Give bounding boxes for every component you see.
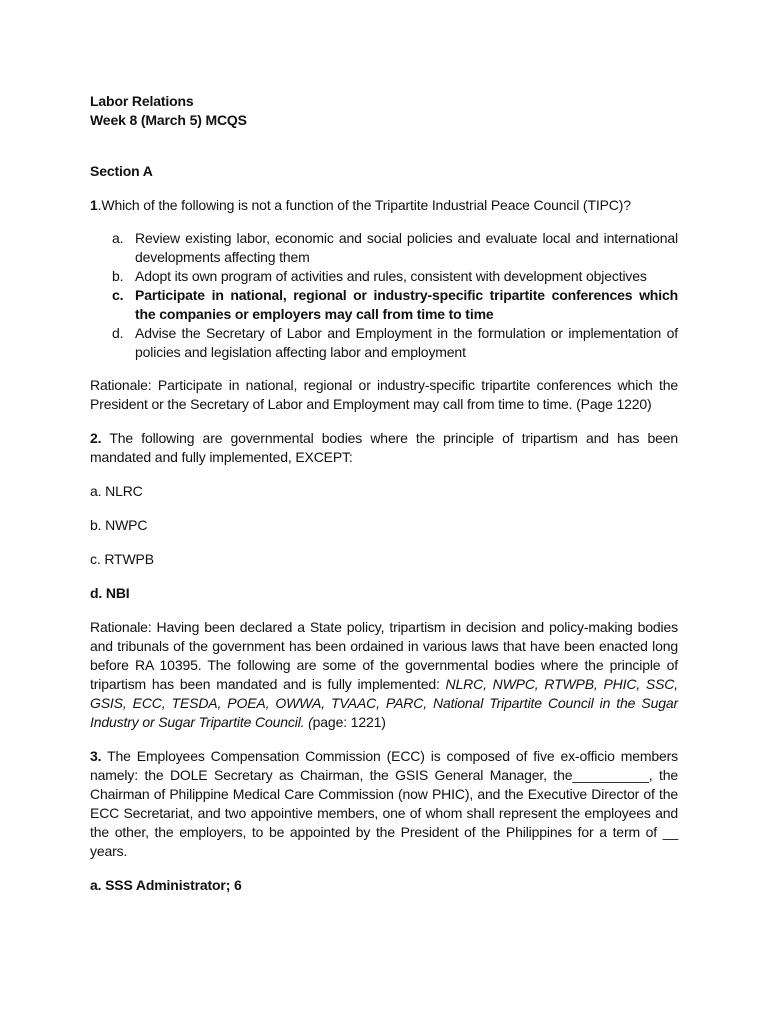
question-3-text: The Employees Compensation Commission (ECC) is composed of five ex-officio members namely: the DOLE Secretary as Chairman, the GSIS General Manager, the__________, the Chairman of Philippine Medical Care Commission (now PHIC), and the Executive Director of the ECC Secretariat, and two appointive members, one of whom shall represent the employees and the other, the employers, to be appointed by the President of the Philippines for a term of __ years. bbox=[90, 748, 678, 859]
option-c-correct bbox=[90, 286, 678, 324]
rationale-page: page: 1221) bbox=[312, 714, 386, 730]
option-a bbox=[90, 229, 678, 267]
document-page bbox=[90, 92, 678, 895]
question-1 bbox=[90, 196, 678, 215]
question-1-options bbox=[90, 229, 678, 362]
question-1-number: 1 bbox=[90, 197, 98, 213]
option-text: Participate in national, regional or industry-specific tripartite conferences which the companies or employers may call from time to time bbox=[135, 287, 678, 322]
document-subtitle: Week 8 (March 5) MCQS bbox=[90, 112, 247, 128]
option-letter: b. bbox=[112, 268, 124, 284]
rationale-text: Rationale: Having been declared a State policy, tripartism in decision and policy-making bodies and tribunals of the government has been ordained in various laws that have been enacted long before RA 10395. The following are some of the governmental bodies where the principle of tripartism has been mandated and is fully implemented: bbox=[90, 619, 678, 692]
question-3-answer: a. SSS Administrator; 6 bbox=[90, 877, 242, 893]
option-text: Advise the Secretary of Labor and Employment in the formulation or implementation of policies and legislation affecting labor and employment bbox=[135, 325, 678, 360]
question-2 bbox=[90, 429, 678, 467]
option-letter: c. bbox=[112, 287, 124, 303]
question-1-text: .Which of the following is not a function of the Tripartite Industrial Peace Council (TIPC)? bbox=[97, 197, 631, 213]
question-2-text: The following are governmental bodies where the principle of tripartism and has been mandated and fully implemented, EXCEPT: bbox=[90, 430, 678, 465]
question-2-rationale bbox=[90, 618, 678, 732]
question-2-answer: d. NBI bbox=[90, 585, 130, 601]
question-2-number: 2. bbox=[90, 430, 102, 446]
option-text: Adopt its own program of activities and rules, consistent with development objectives bbox=[135, 268, 647, 284]
option-letter: a. bbox=[112, 230, 124, 246]
document-title: Labor Relations bbox=[90, 93, 194, 109]
option-text: Review existing labor, economic and social policies and evaluate local and international developments affecting them bbox=[135, 230, 678, 265]
option-d bbox=[90, 324, 678, 362]
option-letter: d. bbox=[112, 325, 124, 341]
question-2-option-b: b. NWPC bbox=[90, 517, 148, 533]
question-3 bbox=[90, 747, 678, 861]
question-1-rationale: Rationale: Participate in national, regional or industry-specific tripartite conferences which the President or the Secretary of Labor and Employment may call from time to time. (Page 1220) bbox=[90, 377, 678, 412]
option-b bbox=[90, 267, 678, 286]
section-heading: Section A bbox=[90, 163, 153, 179]
question-2-option-a: a. NLRC bbox=[90, 483, 143, 499]
question-2-option-c: c. RTWPB bbox=[90, 551, 154, 567]
question-3-number: 3. bbox=[90, 748, 102, 764]
rationale-italic: NLRC, NWPC, RTWPB, PHIC, SSC, GSIS, ECC, TESDA, POEA, OWWA, TVAAC, PARC, National Tripartite Council in the Sugar Industry or Sugar Tripartite Council. ( bbox=[90, 676, 678, 730]
